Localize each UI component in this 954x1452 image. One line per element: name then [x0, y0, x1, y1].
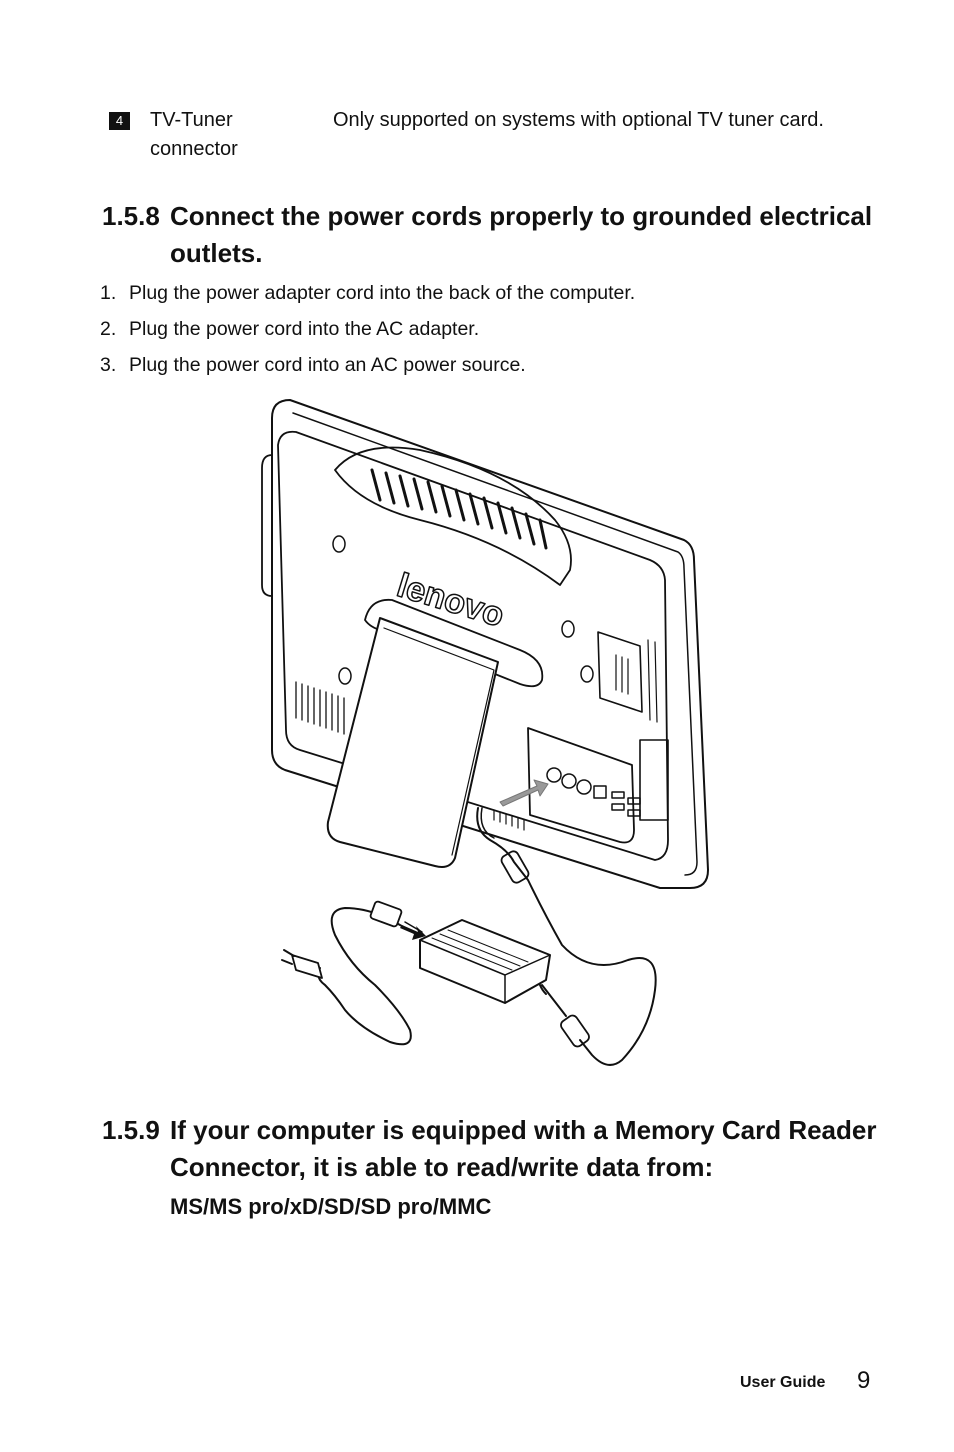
step-text: Plug the power cord into an AC power source. [129, 354, 526, 376]
section-number: 1.5.8 [102, 201, 160, 231]
footer-document-title: User Guide [740, 1374, 826, 1391]
step-text: Plug the power adapter cord into the back of the computer. [129, 282, 636, 304]
ac-cord-connector [370, 901, 402, 927]
power-port-arrow [500, 780, 548, 806]
bottom-vent-grille [494, 810, 524, 830]
brand-logo: lenovo [392, 566, 509, 635]
usb-port [612, 792, 624, 798]
section-heading: If your computer is equipped with a Memory Card Reader Connector, it is able to read/write data from: [170, 1115, 877, 1182]
audio-port [547, 768, 561, 782]
ac-adapter [420, 920, 550, 1003]
step-text: Plug the power cord into the AC adapter. [129, 318, 480, 340]
cooling-vent-housing [335, 448, 571, 586]
side-panel-cover [598, 632, 642, 712]
connector-description: Only supported on systems with optional TV tuner card. [333, 109, 824, 131]
side-port-block [640, 740, 668, 820]
item-number-badge: 4 [109, 112, 130, 130]
mounting-hole [562, 621, 574, 637]
cable-ferrite [500, 850, 531, 885]
step-number: 3. [100, 354, 117, 376]
mounting-hole [339, 668, 351, 684]
connector-label: TV-Tuner connector [150, 109, 238, 160]
mounting-hole [581, 666, 593, 682]
supported-card-formats: MS/MS pro/xD/SD/SD pro/MMC [170, 1194, 492, 1219]
section-number: 1.5.9 [102, 1115, 160, 1145]
page-number: 9 [857, 1367, 871, 1394]
cable-ferrite [559, 1014, 591, 1049]
audio-port [577, 780, 591, 794]
section-heading: Connect the power cords properly to grounded electrical outlets. [170, 201, 873, 268]
mounting-hole [333, 536, 345, 552]
usb-port [612, 804, 624, 810]
lan-port [594, 786, 606, 798]
step-number: 2. [100, 318, 117, 340]
speaker-grille [296, 682, 344, 734]
step-number: 1. [100, 282, 117, 304]
audio-port [562, 774, 576, 788]
monitor-side-bracket [262, 455, 272, 596]
wall-plug [292, 955, 322, 978]
